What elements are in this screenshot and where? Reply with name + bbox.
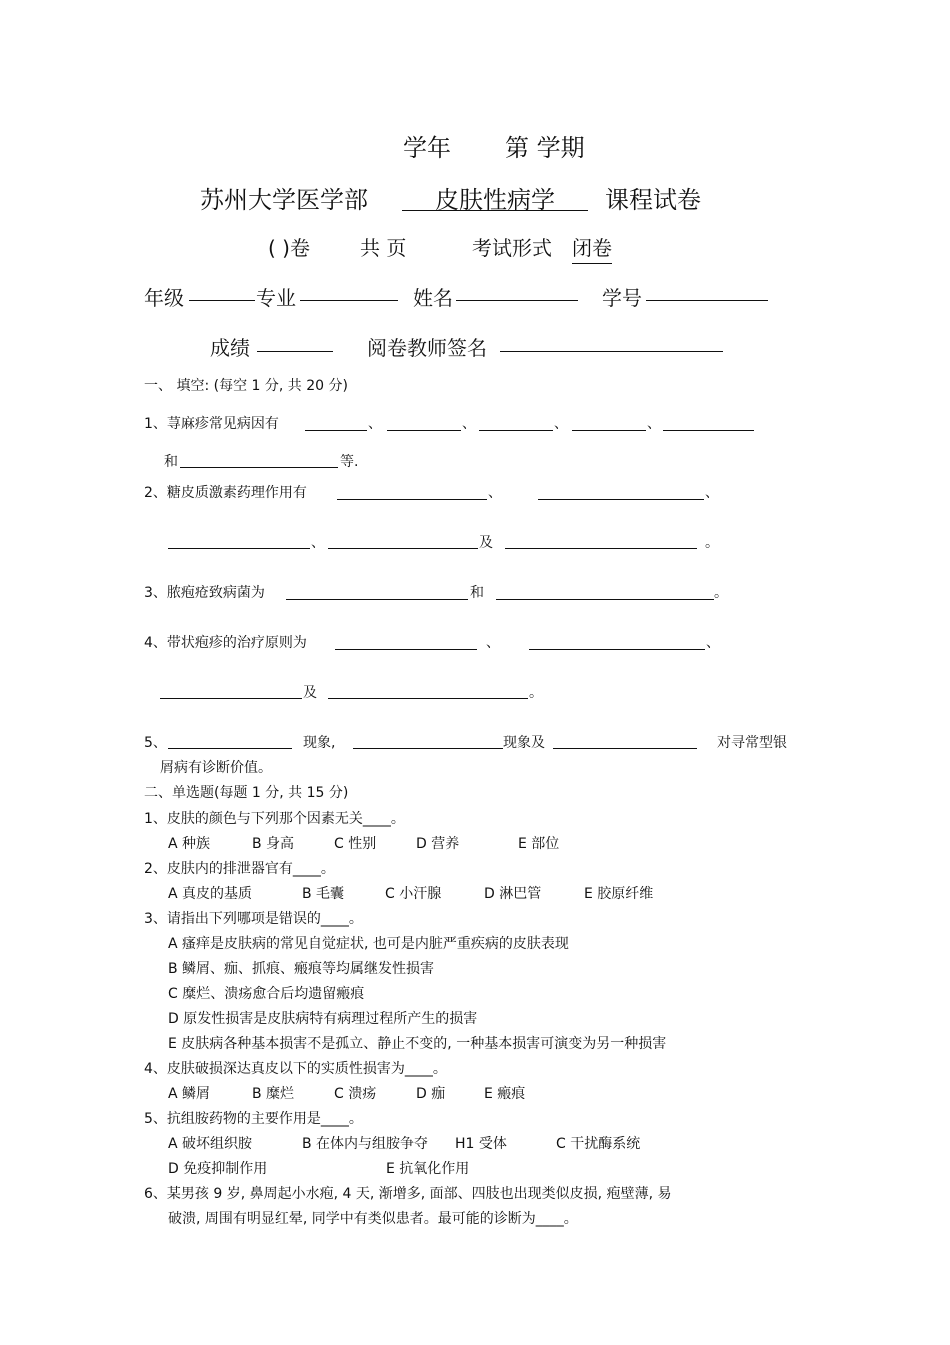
s1-q4-blank-2[interactable]	[529, 649, 705, 650]
s1-q1-blank-6[interactable]	[180, 467, 338, 468]
school-name: 苏州大学医学部	[200, 186, 368, 214]
s1-q3-label: 3、脓疱疮致病菌为	[144, 585, 265, 601]
s1-q4-label: 4、带状疱疹的治疗原则为	[144, 635, 307, 651]
section1-title: 一、 填空: (每空 1 分, 共 20 分)	[144, 378, 348, 394]
student-id-blank[interactable]	[646, 300, 768, 301]
s2-q5-option-d[interactable]: D 免疫抑制作用	[168, 1161, 268, 1177]
s1-q5-mid1: 现象,	[303, 735, 336, 751]
separator: 、	[705, 485, 719, 501]
s2-q4-option-a[interactable]: A 鳞屑	[168, 1086, 211, 1102]
major-blank[interactable]	[300, 300, 398, 301]
s2-q3-option-a[interactable]: A 瘙痒是皮肤病的常见自觉症状, 也可是内脏严重疾病的皮肤表现	[168, 936, 569, 952]
s2-q2-option-a[interactable]: A 真皮的基质	[168, 886, 253, 902]
name-label: 姓名	[413, 286, 453, 310]
s2-q5-option-b-cont: H1 受体	[455, 1136, 507, 1152]
s1-q1-end: 等.	[340, 454, 359, 470]
s1-q2-blank-4[interactable]	[328, 548, 478, 549]
s1-q1-blank-4[interactable]	[572, 430, 646, 431]
exam-form-label: 考试形式	[472, 236, 552, 260]
grader-blank[interactable]	[500, 351, 723, 352]
s1-q2-and: 及	[479, 535, 493, 551]
s1-q1-blank-3[interactable]	[479, 430, 553, 431]
s1-q5-mid2: 现象及	[503, 735, 545, 751]
course-name: 皮肤性病学	[402, 180, 588, 211]
paper-label: 课程试卷	[605, 186, 701, 214]
s2-q4-option-b[interactable]: B 糜烂	[252, 1086, 295, 1102]
s2-q2-option-e[interactable]: E 胶原纤维	[584, 886, 654, 902]
s2-q3: 3、请指出下列哪项是错误的____。	[144, 911, 363, 927]
major-label: 专业	[256, 286, 296, 310]
s2-q2-option-b[interactable]: B 毛囊	[302, 886, 345, 902]
section2-title: 二、单选题(每题 1 分, 共 15 分)	[144, 785, 349, 801]
separator: 。	[705, 535, 719, 551]
s2-q1: 1、皮肤的颜色与下列那个因素无关____。	[144, 811, 405, 827]
score-blank[interactable]	[257, 351, 333, 352]
s2-q4-option-d[interactable]: D 痂	[416, 1086, 446, 1102]
separator: 、	[706, 635, 720, 651]
separator: 、	[486, 635, 500, 651]
separator: 、	[368, 416, 382, 432]
s2-q1-option-b[interactable]: B 身高	[252, 836, 295, 852]
separator: 。	[529, 685, 543, 701]
score-label: 成绩	[210, 336, 250, 360]
s1-q5-blank-1[interactable]	[168, 748, 292, 749]
s1-q5-label: 5、	[144, 735, 167, 751]
separator: 、	[647, 416, 661, 432]
student-id-label: 学号	[602, 286, 642, 310]
separator: 。	[714, 585, 728, 601]
pages-label: 共 页	[360, 236, 407, 260]
s2-q4: 4、皮肤破损深达真皮以下的实质性损害为____。	[144, 1061, 447, 1077]
s1-q4-blank-1[interactable]	[335, 649, 477, 650]
s1-q3-blank-1[interactable]	[286, 599, 468, 600]
separator: 、	[462, 416, 476, 432]
s2-q5-option-b[interactable]: B 在体内与组胺争夺	[302, 1136, 429, 1152]
s2-q6-line2: 破溃, 周围有明显红晕, 同学中有类似患者。最可能的诊断为____。	[168, 1211, 578, 1227]
s2-q2-option-c[interactable]: C 小汗腺	[385, 886, 442, 902]
s1-q4-blank-4[interactable]	[328, 698, 528, 699]
s2-q1-option-d[interactable]: D 营养	[416, 836, 460, 852]
name-blank[interactable]	[456, 300, 578, 301]
s2-q1-option-c[interactable]: C 性别	[334, 836, 377, 852]
separator: 、	[311, 535, 325, 551]
s1-q5-blank-3[interactable]	[553, 748, 697, 749]
s1-q2-blank-2[interactable]	[538, 499, 704, 500]
s1-q2-blank-5[interactable]	[505, 548, 697, 549]
s2-q6-line1: 6、某男孩 9 岁, 鼻周起小水疱, 4 天, 渐增多, 面部、四肢也出现类似皮损, 疱壁薄, 易	[144, 1186, 672, 1202]
s2-q4-option-e[interactable]: E 瘢痕	[484, 1086, 526, 1102]
grade-label: 年级	[144, 286, 184, 310]
volume-label: ( )卷	[268, 236, 310, 260]
grader-label: 阅卷教师签名	[367, 336, 487, 360]
s2-q3-option-d[interactable]: D 原发性损害是皮肤病特有病理过程所产生的损害	[168, 1011, 478, 1027]
s1-q5-line2: 屑病有诊断价值。	[160, 760, 272, 776]
s1-q1-and: 和	[164, 454, 178, 470]
grade-blank[interactable]	[189, 300, 255, 301]
s1-q1-blank-2[interactable]	[387, 430, 461, 431]
s2-q5: 5、抗组胺药物的主要作用是____。	[144, 1111, 363, 1127]
s2-q2: 2、皮肤内的排泄器官有____。	[144, 861, 335, 877]
s2-q3-option-c[interactable]: C 糜烂、溃疡愈合后均遗留瘢痕	[168, 986, 365, 1002]
s1-q1-blank-1[interactable]	[305, 430, 367, 431]
s1-q3-and: 和	[470, 585, 484, 601]
s2-q3-option-e[interactable]: E 皮肤病各种基本损害不是孤立、静止不变的, 一种基本损害可演变为另一种损害	[168, 1036, 667, 1052]
s2-q5-option-c[interactable]: C 干扰酶系统	[556, 1136, 641, 1152]
s2-q5-option-a[interactable]: A 破坏组织胺	[168, 1136, 253, 1152]
s1-q1-blank-5[interactable]	[663, 430, 754, 431]
s1-q1-label: 1、荨麻疹常见病因有	[144, 416, 279, 432]
s1-q2-label: 2、糖皮质激素药理作用有	[144, 485, 307, 501]
s1-q5-end: 对寻常型银	[717, 735, 787, 751]
s2-q5-option-e[interactable]: E 抗氧化作用	[386, 1161, 470, 1177]
s1-q2-blank-1[interactable]	[337, 499, 487, 500]
s1-q4-blank-3[interactable]	[160, 698, 302, 699]
s1-q4-and: 及	[303, 685, 317, 701]
s1-q2-blank-3[interactable]	[168, 548, 310, 549]
s2-q1-option-e[interactable]: E 部位	[518, 836, 560, 852]
s1-q5-blank-2[interactable]	[353, 748, 503, 749]
s2-q1-option-a[interactable]: A 种族	[168, 836, 211, 852]
separator: 、	[488, 485, 502, 501]
s2-q2-option-d[interactable]: D 淋巴管	[484, 886, 542, 902]
exam-form-value: 闭卷	[572, 232, 612, 264]
term-semester: 第 学期	[505, 134, 585, 162]
separator: 、	[554, 416, 568, 432]
s1-q3-blank-2[interactable]	[496, 599, 714, 600]
s2-q4-option-c[interactable]: C 溃疡	[334, 1086, 377, 1102]
s2-q3-option-b[interactable]: B 鳞屑、痂、抓痕、瘢痕等均属继发性损害	[168, 961, 435, 977]
term-year: 学年	[403, 134, 451, 162]
